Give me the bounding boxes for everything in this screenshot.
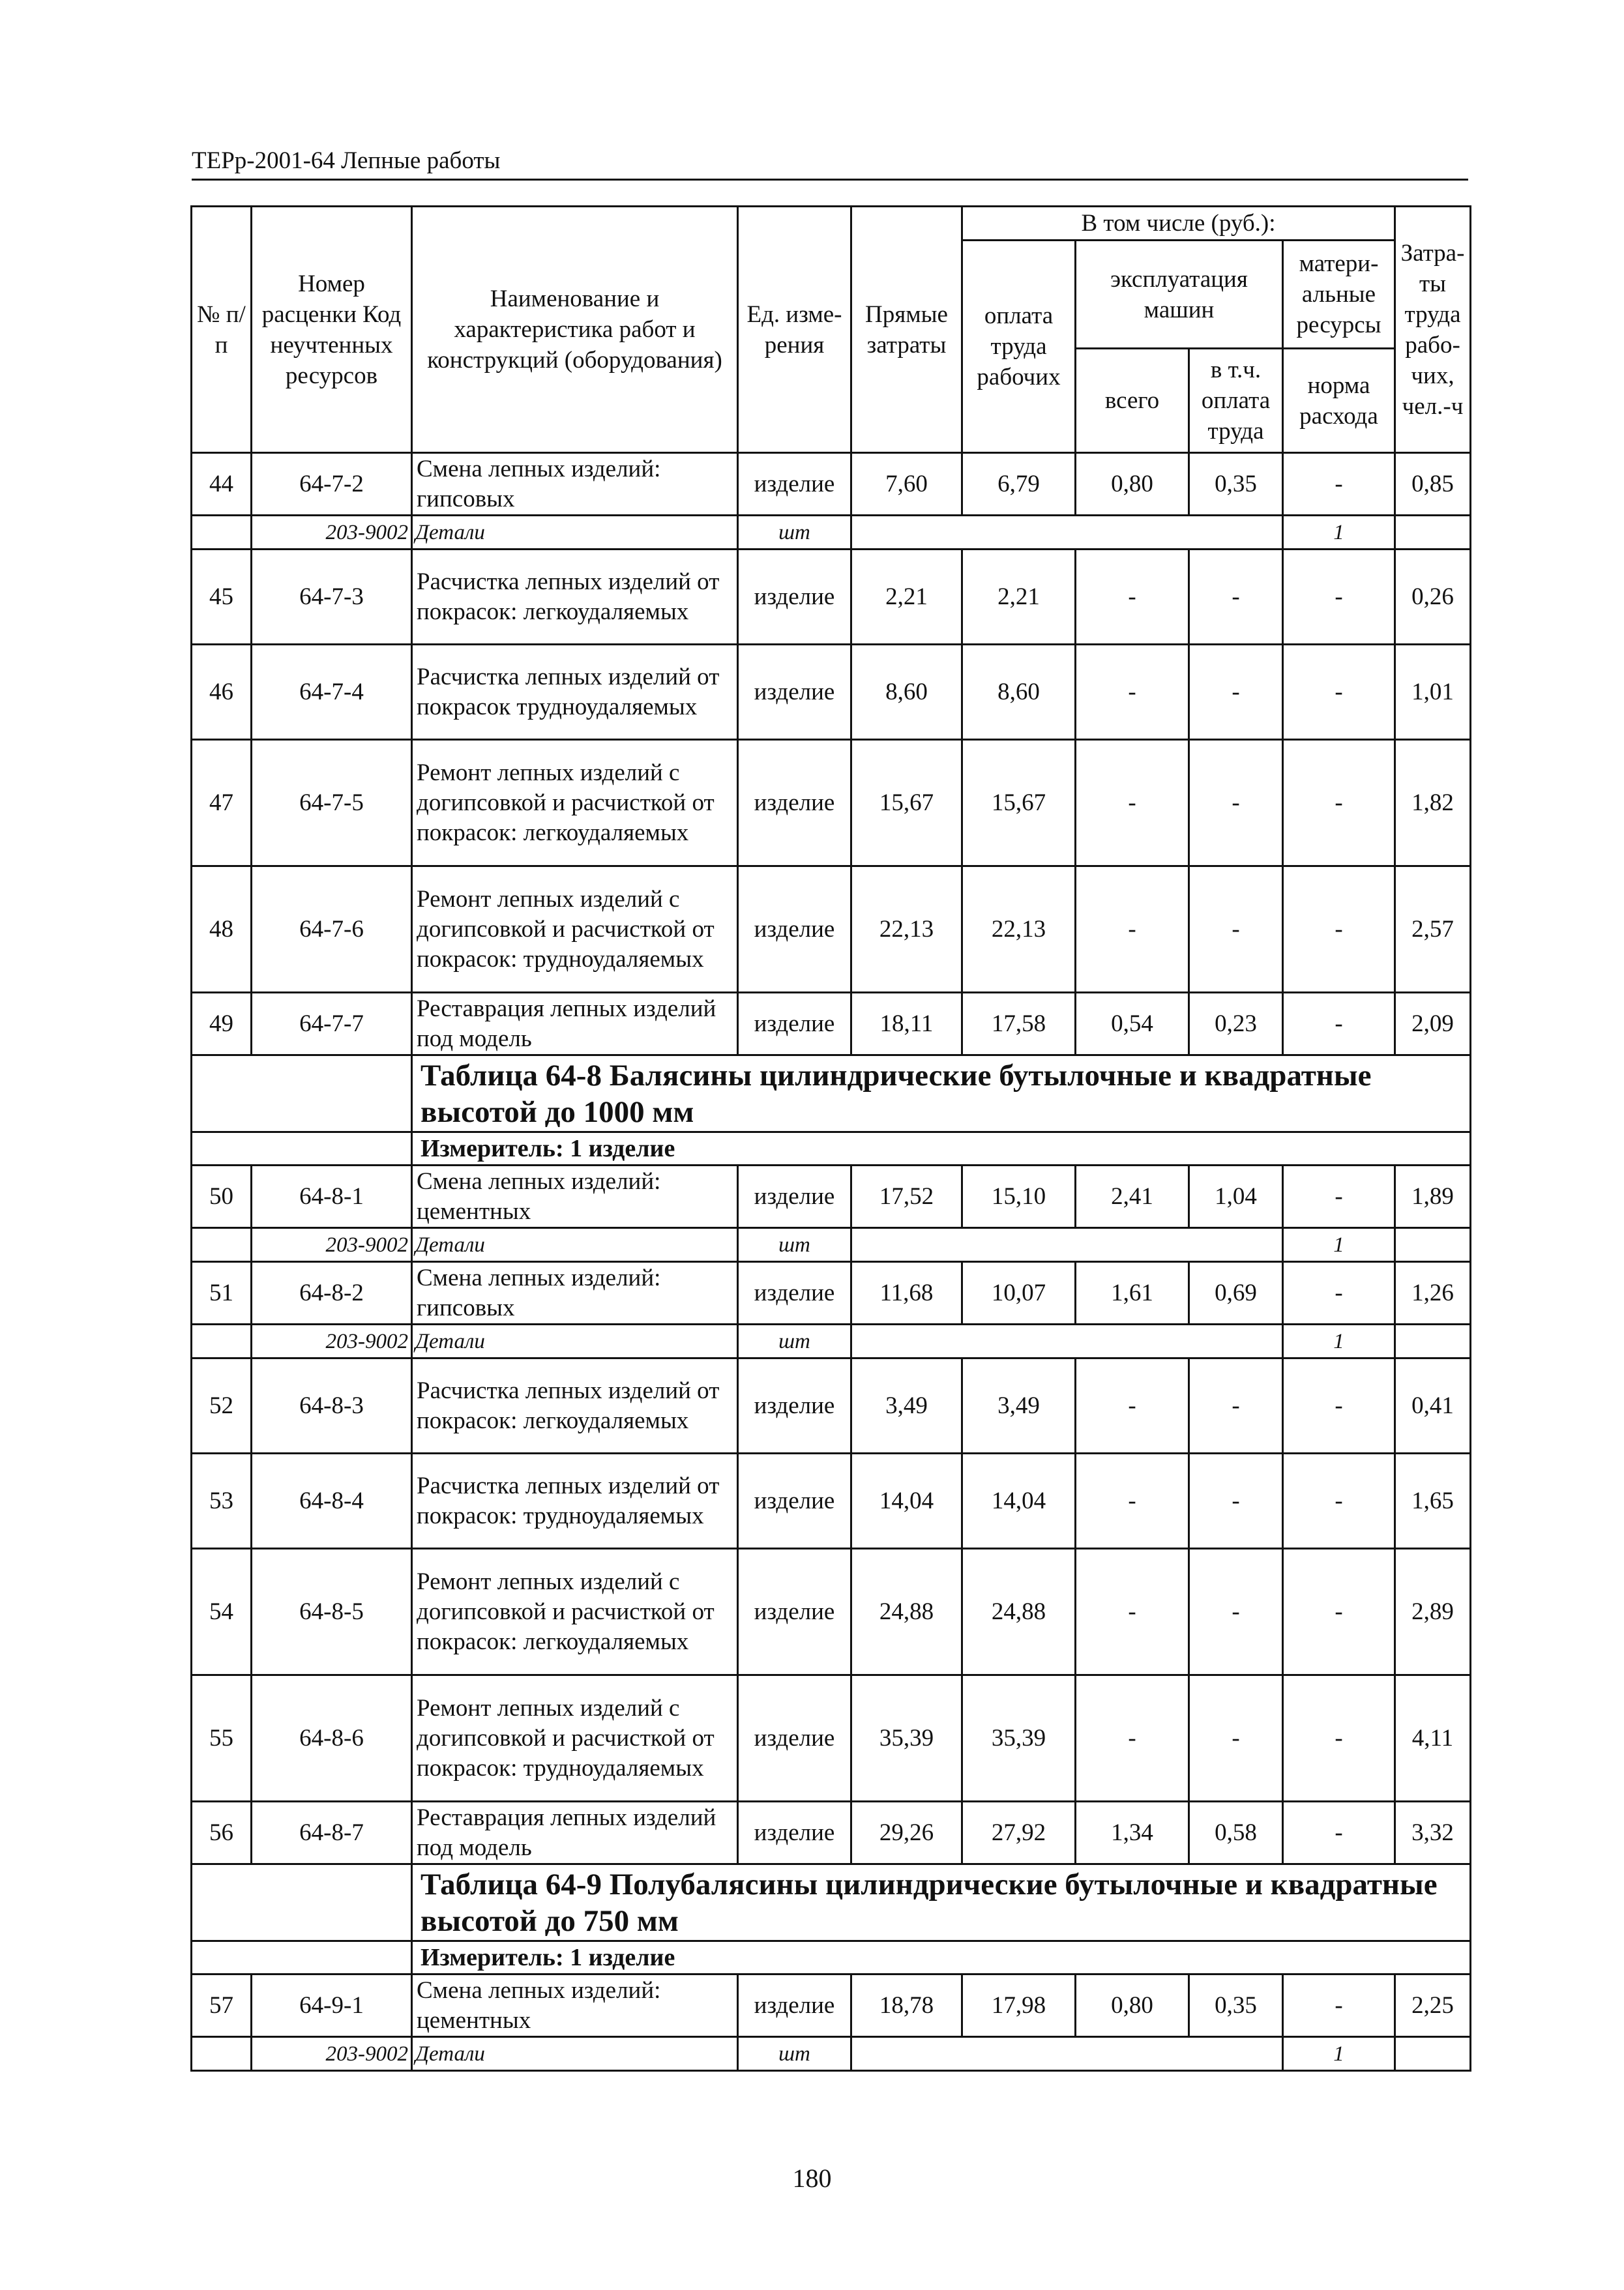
rate-row [192, 550, 1471, 645]
rate-row [192, 866, 1471, 993]
work-name: Ремонт лепных изделий с догипсовкой и расчисткой от покрасок: трудноудаляемых [412, 866, 738, 993]
resource-name: Детали [412, 516, 738, 550]
resource-qty: 1 [1283, 2037, 1395, 2071]
machines-total: - [1076, 1358, 1189, 1454]
work-name: Смена лепных изделий: гипсовых [412, 453, 738, 516]
rate-code: 64-8-2 [252, 1262, 412, 1325]
materials-norm: - [1283, 993, 1395, 1055]
rate-row [192, 453, 1471, 516]
labor-cost: 1,01 [1395, 645, 1471, 740]
materials-norm: - [1283, 1454, 1395, 1549]
resource-qty: 1 [1283, 1228, 1395, 1262]
machines-total: - [1076, 550, 1189, 645]
resource-row [192, 1228, 1471, 1262]
resource-code: 203-9002 [252, 1228, 412, 1262]
resource-unit: шт [738, 516, 851, 550]
materials-norm: - [1283, 1675, 1395, 1802]
resource-row [192, 1325, 1471, 1358]
resource-labor-empty [1395, 516, 1471, 550]
unit: изделие [738, 1549, 851, 1675]
rate-row [192, 645, 1471, 740]
rate-code: 64-8-5 [252, 1549, 412, 1675]
direct-cost: 14,04 [851, 1454, 962, 1549]
rate-row [192, 1166, 1471, 1228]
unit: изделие [738, 1675, 851, 1802]
row-number: 54 [192, 1549, 252, 1675]
machines-total: 1,34 [1076, 1802, 1189, 1864]
machines-wages: - [1189, 1549, 1283, 1675]
rate-code: 64-7-6 [252, 866, 412, 993]
work-name: Расчистка лепных изделий от покрасок трудноудаляемых [412, 645, 738, 740]
rate-row [192, 1358, 1471, 1454]
resource-labor-empty [1395, 2037, 1471, 2071]
row-number: 49 [192, 993, 252, 1055]
rate-code: 64-8-1 [252, 1166, 412, 1228]
col-header-materials: матери-альные ресурсы [1283, 241, 1395, 349]
machines-wages: - [1189, 645, 1283, 740]
direct-cost: 2,21 [851, 550, 962, 645]
direct-cost: 3,49 [851, 1358, 962, 1454]
labor-cost: 1,89 [1395, 1166, 1471, 1228]
labor-cost: 2,25 [1395, 1974, 1471, 2037]
rate-code: 64-7-5 [252, 740, 412, 866]
materials-norm: - [1283, 1262, 1395, 1325]
wages: 2,21 [962, 550, 1076, 645]
direct-cost: 15,67 [851, 740, 962, 866]
unit: изделие [738, 1802, 851, 1864]
labor-cost: 2,57 [1395, 866, 1471, 993]
machines-wages: 1,04 [1189, 1166, 1283, 1228]
section-title-blank [192, 1864, 412, 1941]
rate-code: 64-9-1 [252, 1974, 412, 2037]
wages: 35,39 [962, 1675, 1076, 1802]
section-measure: Измеритель: 1 изделие [412, 1132, 1471, 1166]
labor-cost: 2,09 [1395, 993, 1471, 1055]
wages: 24,88 [962, 1549, 1076, 1675]
materials-norm: - [1283, 866, 1395, 993]
col-header-labor: Затра-ты труда рабо-чих, чел.-ч [1395, 207, 1471, 453]
work-name: Смена лепных изделий: гипсовых [412, 1262, 738, 1325]
resource-labor-empty [1395, 1228, 1471, 1262]
row-number-empty [192, 2037, 252, 2071]
wages: 17,58 [962, 993, 1076, 1055]
row-number: 53 [192, 1454, 252, 1549]
col-header-incl: В том числе (руб.): [962, 207, 1395, 241]
section-title-blank [192, 1055, 412, 1132]
machines-total: - [1076, 645, 1189, 740]
machines-wages: - [1189, 1675, 1283, 1802]
table-section-measure [192, 1132, 1471, 1166]
rate-code: 64-7-3 [252, 550, 412, 645]
rate-row [192, 1454, 1471, 1549]
rate-code: 64-7-7 [252, 993, 412, 1055]
row-number-empty [192, 1228, 252, 1262]
row-number: 45 [192, 550, 252, 645]
rate-row [192, 1802, 1471, 1864]
materials-norm: - [1283, 1549, 1395, 1675]
row-number: 51 [192, 1262, 252, 1325]
rate-row [192, 1262, 1471, 1325]
col-header-name: Наименование и характеристика работ и конструкций (оборудования) [412, 207, 738, 453]
section-measure-blank [192, 1941, 412, 1974]
row-number: 46 [192, 645, 252, 740]
unit: изделие [738, 1166, 851, 1228]
section-title: Таблица 64-9 Полубалясины цилиндрические бутылочные и квадратные высотой до 750 мм [412, 1864, 1471, 1941]
wages: 3,49 [962, 1358, 1076, 1454]
rate-code: 64-7-4 [252, 645, 412, 740]
work-name: Реставрация лепных изделий под модель [412, 993, 738, 1055]
labor-cost: 3,32 [1395, 1802, 1471, 1864]
direct-cost: 24,88 [851, 1549, 962, 1675]
work-name: Расчистка лепных изделий от покрасок: легкоудаляемых [412, 550, 738, 645]
machines-wages: 0,58 [1189, 1802, 1283, 1864]
machines-total: 0,80 [1076, 453, 1189, 516]
resource-qty: 1 [1283, 516, 1395, 550]
resource-labor-empty [1395, 1325, 1471, 1358]
work-name: Смена лепных изделий: цементных [412, 1166, 738, 1228]
resource-gap [851, 1228, 1283, 1262]
page-header: ТЕРр-2001-64 Лепные работы [192, 147, 501, 174]
resource-name: Детали [412, 2037, 738, 2071]
machines-total: - [1076, 740, 1189, 866]
direct-cost: 35,39 [851, 1675, 962, 1802]
unit: изделие [738, 453, 851, 516]
row-number: 50 [192, 1166, 252, 1228]
materials-norm: - [1283, 1974, 1395, 2037]
wages: 14,04 [962, 1454, 1076, 1549]
row-number-empty [192, 516, 252, 550]
direct-cost: 17,52 [851, 1166, 962, 1228]
machines-total: - [1076, 1454, 1189, 1549]
labor-cost: 1,26 [1395, 1262, 1471, 1325]
resource-unit: шт [738, 1228, 851, 1262]
machines-wages: - [1189, 866, 1283, 993]
unit: изделие [738, 993, 851, 1055]
resource-row [192, 516, 1471, 550]
col-header-code: Номер расценки Код неучтенных ресурсов [252, 207, 412, 453]
direct-cost: 18,78 [851, 1974, 962, 2037]
table-section-title [192, 1864, 1471, 1941]
direct-cost: 22,13 [851, 866, 962, 993]
resource-unit: шт [738, 1325, 851, 1358]
row-number: 47 [192, 740, 252, 866]
direct-cost: 8,60 [851, 645, 962, 740]
col-header-machines-total: всего [1076, 349, 1189, 453]
unit: изделие [738, 866, 851, 993]
unit: изделие [738, 740, 851, 866]
wages: 27,92 [962, 1802, 1076, 1864]
rate-code: 64-8-3 [252, 1358, 412, 1454]
machines-wages: 0,23 [1189, 993, 1283, 1055]
direct-cost: 7,60 [851, 453, 962, 516]
rate-row [192, 740, 1471, 866]
direct-cost: 11,68 [851, 1262, 962, 1325]
col-header-unit: Ед. изме-рения [738, 207, 851, 453]
col-header-num: № п/п [192, 207, 252, 453]
rates-table [190, 205, 1471, 2072]
machines-total: 1,61 [1076, 1262, 1189, 1325]
machines-total: 0,80 [1076, 1974, 1189, 2037]
machines-wages: - [1189, 1454, 1283, 1549]
wages: 15,67 [962, 740, 1076, 866]
direct-cost: 29,26 [851, 1802, 962, 1864]
section-title: Таблица 64-8 Балясины цилиндрические бутылочные и квадратные высотой до 1000 мм [412, 1055, 1471, 1132]
materials-norm: - [1283, 645, 1395, 740]
work-name: Ремонт лепных изделий с догипсовкой и расчисткой от покрасок: легкоудаляемых [412, 740, 738, 866]
col-header-wages: оплата труда рабочих [962, 241, 1076, 453]
table-body [192, 453, 1471, 2071]
labor-cost: 4,11 [1395, 1675, 1471, 1802]
wages: 15,10 [962, 1166, 1076, 1228]
work-name: Расчистка лепных изделий от покрасок: трудноудаляемых [412, 1454, 738, 1549]
wages: 17,98 [962, 1974, 1076, 2037]
rate-row [192, 1675, 1471, 1802]
rate-row [192, 1549, 1471, 1675]
machines-total: - [1076, 866, 1189, 993]
rate-row [192, 1974, 1471, 2037]
rate-row [192, 993, 1471, 1055]
work-name: Смена лепных изделий: цементных [412, 1974, 738, 2037]
labor-cost: 1,65 [1395, 1454, 1471, 1549]
resource-code: 203-9002 [252, 516, 412, 550]
work-name: Ремонт лепных изделий с догипсовкой и расчисткой от покрасок: легкоудаляемых [412, 1549, 738, 1675]
col-header-materials-norm: норма расхода [1283, 349, 1395, 453]
table-section-measure [192, 1941, 1471, 1974]
col-header-machines: эксплуатация машин [1076, 241, 1283, 349]
rate-code: 64-8-4 [252, 1454, 412, 1549]
wages: 8,60 [962, 645, 1076, 740]
unit: изделие [738, 1358, 851, 1454]
materials-norm: - [1283, 1802, 1395, 1864]
unit: изделие [738, 1974, 851, 2037]
direct-cost: 18,11 [851, 993, 962, 1055]
resource-name: Детали [412, 1228, 738, 1262]
header-rule [192, 179, 1468, 181]
resource-unit: шт [738, 2037, 851, 2071]
resource-code: 203-9002 [252, 1325, 412, 1358]
row-number: 57 [192, 1974, 252, 2037]
resource-name: Детали [412, 1325, 738, 1358]
page-number: 180 [792, 2164, 832, 2193]
resource-row [192, 2037, 1471, 2071]
labor-cost: 0,41 [1395, 1358, 1471, 1454]
unit: изделие [738, 550, 851, 645]
unit: изделие [738, 1454, 851, 1549]
col-header-direct: Прямые затраты [851, 207, 962, 453]
resource-gap [851, 2037, 1283, 2071]
resource-gap [851, 516, 1283, 550]
machines-total: - [1076, 1549, 1189, 1675]
machines-wages: - [1189, 550, 1283, 645]
materials-norm: - [1283, 1166, 1395, 1228]
row-number-empty [192, 1325, 252, 1358]
row-number: 52 [192, 1358, 252, 1454]
table-section-title [192, 1055, 1471, 1132]
labor-cost: 2,89 [1395, 1549, 1471, 1675]
machines-wages: - [1189, 740, 1283, 866]
row-number: 55 [192, 1675, 252, 1802]
unit: изделие [738, 1262, 851, 1325]
machines-wages: 0,35 [1189, 453, 1283, 516]
work-name: Реставрация лепных изделий под модель [412, 1802, 738, 1864]
wages: 10,07 [962, 1262, 1076, 1325]
materials-norm: - [1283, 550, 1395, 645]
col-header-machines-wages: в т.ч. оплата труда [1189, 349, 1283, 453]
resource-gap [851, 1325, 1283, 1358]
wages: 22,13 [962, 866, 1076, 993]
section-measure: Измеритель: 1 изделие [412, 1941, 1471, 1974]
materials-norm: - [1283, 1358, 1395, 1454]
resource-code: 203-9002 [252, 2037, 412, 2071]
wages: 6,79 [962, 453, 1076, 516]
resource-qty: 1 [1283, 1325, 1395, 1358]
materials-norm: - [1283, 740, 1395, 866]
rate-code: 64-8-7 [252, 1802, 412, 1864]
machines-total: 0,54 [1076, 993, 1189, 1055]
rate-code: 64-8-6 [252, 1675, 412, 1802]
section-measure-blank [192, 1132, 412, 1166]
materials-norm: - [1283, 453, 1395, 516]
machines-wages: 0,35 [1189, 1974, 1283, 2037]
unit: изделие [738, 645, 851, 740]
machines-total: - [1076, 1675, 1189, 1802]
row-number: 48 [192, 866, 252, 993]
work-name: Расчистка лепных изделий от покрасок: легкоудаляемых [412, 1358, 738, 1454]
rate-code: 64-7-2 [252, 453, 412, 516]
machines-total: 2,41 [1076, 1166, 1189, 1228]
labor-cost: 0,26 [1395, 550, 1471, 645]
row-number: 44 [192, 453, 252, 516]
labor-cost: 1,82 [1395, 740, 1471, 866]
work-name: Ремонт лепных изделий с догипсовкой и расчисткой от покрасок: трудноудаляемых [412, 1675, 738, 1802]
row-number: 56 [192, 1802, 252, 1864]
machines-wages: - [1189, 1358, 1283, 1454]
machines-wages: 0,69 [1189, 1262, 1283, 1325]
labor-cost: 0,85 [1395, 453, 1471, 516]
